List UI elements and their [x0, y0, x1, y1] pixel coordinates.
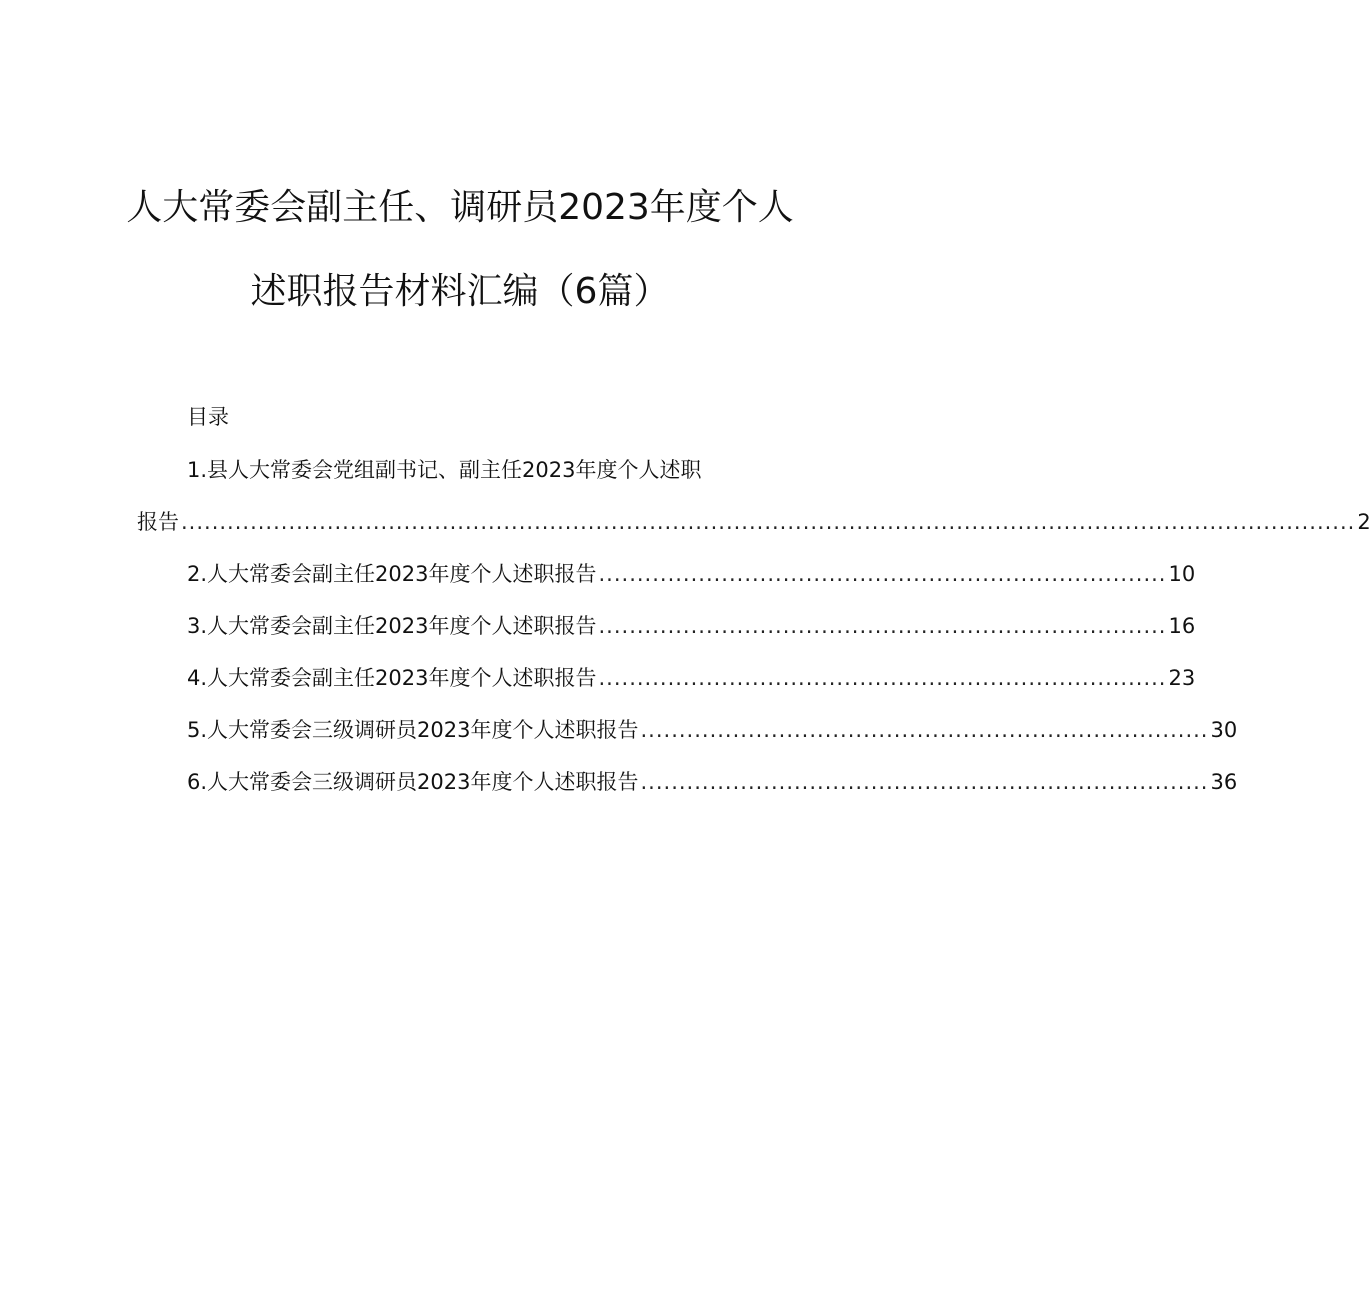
- toc-entry-number: 1.: [187, 458, 208, 482]
- toc-entry-title: 县人大常委会党组副书记、副主任2023年度个人述职: [207, 458, 702, 482]
- document-title-line-1: 人大常委会副主任、调研员2023年度个人: [126, 187, 794, 228]
- toc-entry-page: 36: [1210, 770, 1238, 794]
- toc-entry-title: .人大常委会三级调研员2023年度个人述职报告: [200, 718, 639, 742]
- toc-entry-title: .人大常委会三级调研员2023年度个人述职报告: [200, 770, 639, 794]
- toc-entry-page: 10: [1168, 562, 1196, 586]
- toc-leader-dots: ..........................................................................: [640, 770, 1209, 794]
- toc-entry-number: 4: [187, 666, 201, 690]
- toc-entry-page: 16: [1168, 614, 1196, 638]
- toc-leader-dots: ..........................................................................: [598, 562, 1167, 586]
- toc-entry-1-continuation[interactable]: [137, 507, 1371, 537]
- toc-entry-number: 3: [187, 614, 201, 638]
- toc-entry-title: .人大常委会副主任2023年度个人述职报告: [200, 562, 597, 586]
- toc-entry-5[interactable]: [187, 715, 1238, 745]
- toc-heading: 目录: [187, 405, 229, 429]
- toc-entry-title: .人大常委会副主任2023年度个人述职报告: [200, 614, 597, 638]
- toc-entry-6[interactable]: [187, 767, 1238, 797]
- document-title-line-2: 述职报告材料汇编（6篇）: [250, 271, 670, 312]
- toc-entry-title-continuation: 报告: [137, 510, 179, 534]
- toc-leader-dots: ..........................................................................: [598, 666, 1167, 690]
- toc-entry-number: 6: [187, 770, 201, 794]
- toc-entry-3[interactable]: [187, 611, 1196, 641]
- toc-entry-title: .人大常委会副主任2023年度个人述职报告: [200, 666, 597, 690]
- toc-entry-1[interactable]: [187, 455, 757, 485]
- toc-leader-dots: .........................................................................................................................................................: [181, 510, 1356, 534]
- toc-entry-2[interactable]: [187, 559, 1196, 589]
- toc-entry-page: 2: [1357, 510, 1371, 534]
- toc-entry-number: 5: [187, 718, 201, 742]
- toc-leader-dots: ..........................................................................: [598, 614, 1167, 638]
- toc-leader-dots: ..........................................................................: [640, 718, 1209, 742]
- toc-entry-4[interactable]: [187, 663, 1196, 693]
- toc-entry-page: 23: [1168, 666, 1196, 690]
- toc-entry-number: 2: [187, 562, 201, 586]
- toc-entry-page: 30: [1210, 718, 1238, 742]
